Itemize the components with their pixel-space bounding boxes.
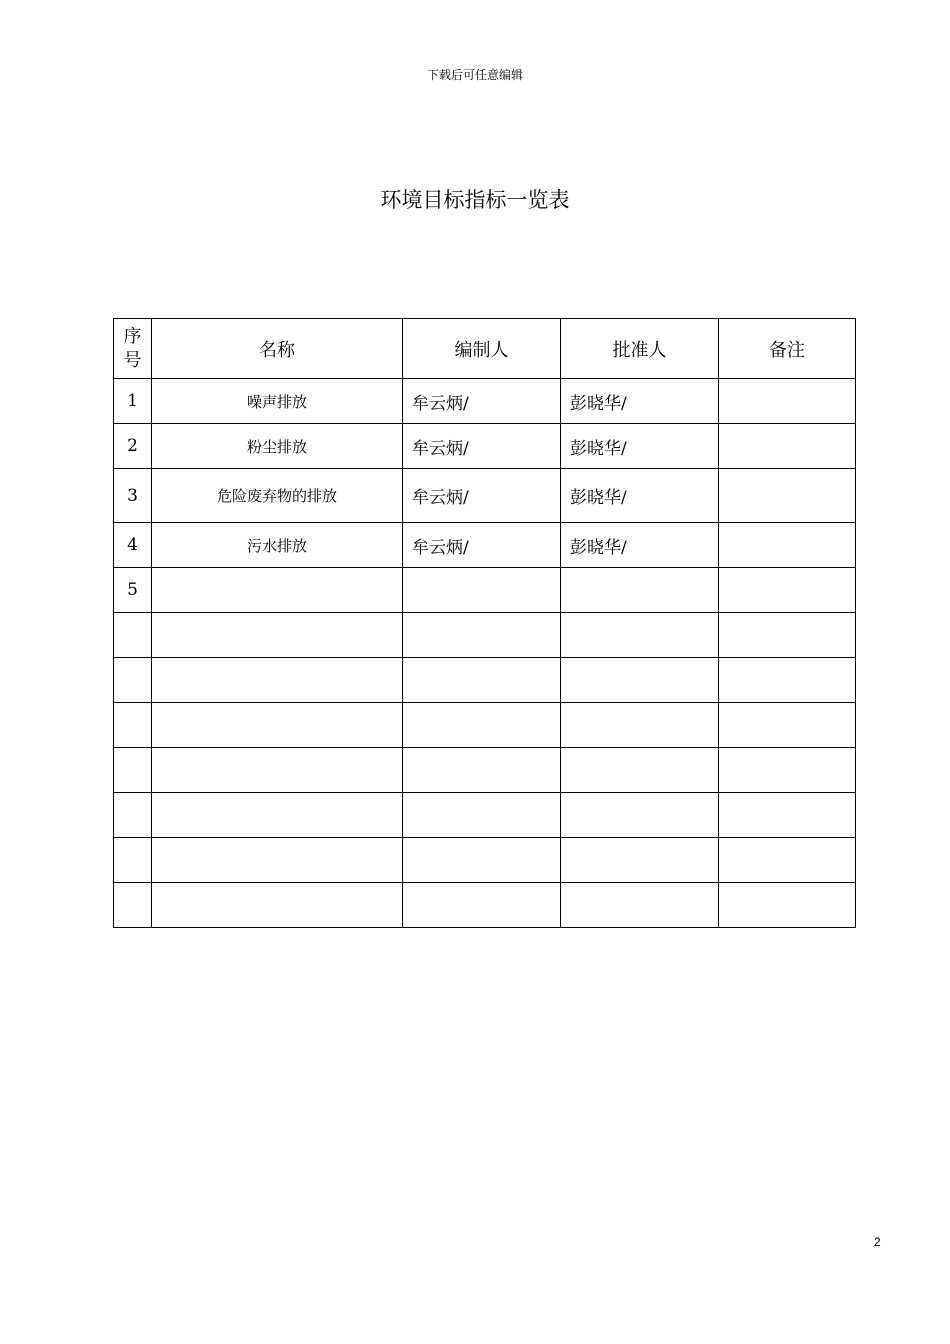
table-row [114, 424, 856, 469]
table-row [114, 703, 856, 748]
cell-seq [114, 613, 152, 658]
header-seq-line2: 号 [123, 349, 142, 371]
table-row [114, 568, 856, 613]
cell-seq [114, 658, 152, 703]
cell-approver [561, 658, 719, 703]
cell-approver [561, 748, 719, 793]
cell-approver: 彭晓华/ [561, 424, 719, 469]
header-seq-line1: 序 [123, 325, 142, 347]
cell-approver: 彭晓华/ [561, 379, 719, 424]
cell-compiler [403, 838, 561, 883]
cell-approver [561, 793, 719, 838]
header-note: 下载后可任意编辑 [426, 68, 523, 82]
cell-compiler [403, 568, 561, 613]
header-name: 名称 [152, 319, 403, 379]
cell-name [152, 748, 403, 793]
table-row [114, 613, 856, 658]
cell-remarks [719, 379, 856, 424]
cell-approver [561, 613, 719, 658]
cell-compiler [403, 748, 561, 793]
cell-compiler [403, 703, 561, 748]
header-remarks: 备注 [719, 319, 856, 379]
table-row [114, 748, 856, 793]
header-seq [114, 319, 152, 379]
cell-seq: 2 [114, 424, 152, 469]
cell-remarks [719, 424, 856, 469]
cell-name: 粉尘排放 [152, 424, 403, 469]
cell-seq: 1 [114, 379, 152, 424]
environmental-targets-table [113, 318, 856, 928]
header-compiler: 编制人 [403, 319, 561, 379]
table-row [114, 883, 856, 928]
cell-seq [114, 748, 152, 793]
table-row [114, 523, 856, 568]
cell-seq [114, 838, 152, 883]
cell-compiler [403, 883, 561, 928]
table-row [114, 658, 856, 703]
cell-name: 污水排放 [152, 523, 403, 568]
cell-remarks [719, 883, 856, 928]
cell-name [152, 883, 403, 928]
cell-compiler [403, 793, 561, 838]
header-approver: 批准人 [561, 319, 719, 379]
table-row [114, 469, 856, 523]
cell-name [152, 658, 403, 703]
cell-name: 噪声排放 [152, 379, 403, 424]
cell-remarks [719, 613, 856, 658]
cell-name [152, 703, 403, 748]
page-title: 环境目标指标一览表 [380, 188, 570, 212]
cell-seq [114, 703, 152, 748]
cell-name [152, 568, 403, 613]
cell-remarks [719, 568, 856, 613]
cell-approver [561, 883, 719, 928]
cell-seq: 4 [114, 523, 152, 568]
cell-remarks [719, 793, 856, 838]
cell-compiler [403, 613, 561, 658]
cell-compiler: 牟云炳/ [403, 379, 561, 424]
cell-seq: 5 [114, 568, 152, 613]
cell-remarks [719, 523, 856, 568]
cell-remarks [719, 658, 856, 703]
page-number: 2 [874, 1235, 881, 1249]
cell-name [152, 793, 403, 838]
cell-compiler: 牟云炳/ [403, 469, 561, 523]
cell-remarks [719, 469, 856, 523]
cell-approver [561, 703, 719, 748]
cell-name [152, 838, 403, 883]
cell-compiler: 牟云炳/ [403, 424, 561, 469]
cell-name: 危险废弃物的排放 [152, 469, 403, 523]
cell-approver [561, 568, 719, 613]
cell-approver [561, 838, 719, 883]
table-row [114, 793, 856, 838]
cell-approver: 彭晓华/ [561, 469, 719, 523]
table-header-row [114, 319, 856, 379]
cell-remarks [719, 703, 856, 748]
cell-seq [114, 883, 152, 928]
cell-seq [114, 793, 152, 838]
table-row [114, 838, 856, 883]
cell-compiler: 牟云炳/ [403, 523, 561, 568]
cell-compiler [403, 658, 561, 703]
table-row [114, 379, 856, 424]
cell-name [152, 613, 403, 658]
cell-remarks [719, 748, 856, 793]
cell-remarks [719, 838, 856, 883]
cell-approver: 彭晓华/ [561, 523, 719, 568]
cell-seq: 3 [114, 469, 152, 523]
